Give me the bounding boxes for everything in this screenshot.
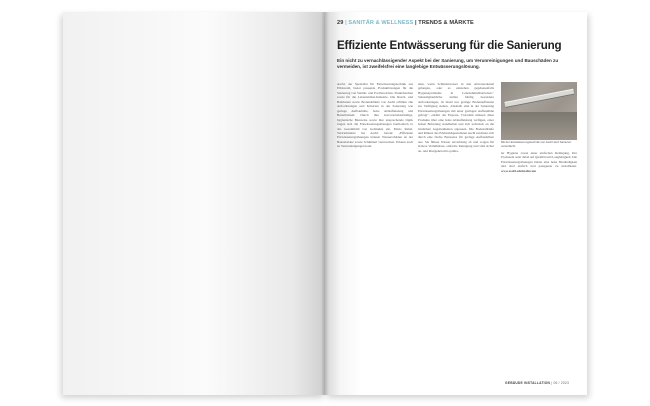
spine-shadow <box>321 12 329 395</box>
page-header <box>337 20 474 26</box>
photo-floor <box>501 112 577 140</box>
article-column-3 <box>501 151 577 211</box>
article-lead: Ein nicht zu vernachlässigender Aspekt bei der Sanierung, um Verunreinigungen und Bauschäden zu vermeiden, ist zweifelsfrei eine langlebige Entwässerungslösung. <box>337 58 559 70</box>
article-headline: Effiziente Entwässerung für die Sanierung <box>337 39 562 52</box>
drainage-photo <box>501 82 577 140</box>
article-column-1: Aschl, der Spezialist für Entwässerungstechnik aus Eibiswald, bietet passende Produktlösungen für die Sanierung von Sanitär- und Poolbereichen. Punktduschen sowie für die Lebensmittel-Industrie. Die Dusch- und Badrinnen sowie Bodenabläufe von Aschl erfüllen alle Anforderungen und Kriterien in der Sanierung wie geringe Aufbauhöhe, hohe Ablaufleistung und Belastbarkeit. Durch ihre korrosionsbeständige, hygienische Bauweise sowie ihre ansprechende Optik tragen sich die Entwässerungslösungen harmonisch in das Gesamtbild von Gebäuden ein. Mario Rabel, Vertriebsleiter bei Aschl, betont: „Effiziente Entwässerungslösungen können Wasserschäden an der Bausubstanz sowie Schimmel verursachen. Erkenn auch zu Verunreinigungen kom- <box>337 82 413 149</box>
article-column-2: men, wenn Schmutzwasser in den Abwasserkanal gelangen, oder es entstehen gegebenenfalls Hygieneprobleme in Lebensmittelbetrieben.“ Seinsubglaubliche stellen häufig besondere Anforderungen, da meist nur geringe Bodenaufbauten zur Verfügung stehen. „Deshalb sind in der Sanierung Entwässerungslösungen mit einer geringen Aufbauhöhe gefragt“, erklärt der Experte. Trotzdem müssen diese Produkte über eine hohe Ablaufleistung verfügen, einer hohen Belastung standhalten und sich technisch an die baulichen Gegebenheiten anpassen. Die Bodenabläufe und Rinnen des Edelstahlspezialisten Aschl zeichnen sich durch eine flache Bauweise für geringe Aufbauhöhen aus. Sie führen Wasser zuverlässig ab und sorgen für sichere Verhältnisse, einfache Reinigung und sind sicher an- und übergehen mit optima- <box>418 82 494 153</box>
page-footer: GEBÄUDE INSTALLATION | 06 / 2023 <box>505 381 569 385</box>
magazine-name: GEBÄUDE INSTALLATION <box>505 381 551 385</box>
issue-number: 06 / 2023 <box>553 381 569 385</box>
category-label: | TRENDS & MÄRKTE <box>414 20 474 26</box>
photo-caption: Mit der Entwässerungstechnik von Aschl wird Sanieren vereinfacht. <box>501 140 572 148</box>
company-link[interactable]: www.aschl-edelstahl.com <box>501 168 537 173</box>
section-label: | SANITÄR & WELLNESS <box>345 20 414 26</box>
left-page-blank <box>63 12 325 395</box>
right-page <box>325 12 587 395</box>
column-3-text: ler Hygiene sowie einer einfachen Reinigung. Der Produzent setzt dabei auf Qualität und Langlebigkeit. Die Entwässerungslösungen haben eine hohe Beständigkeit und sind einfach und passgenau zu installieren. <box>501 151 577 169</box>
page-number: 29 <box>337 20 344 26</box>
drainage-channel-image <box>504 89 574 108</box>
